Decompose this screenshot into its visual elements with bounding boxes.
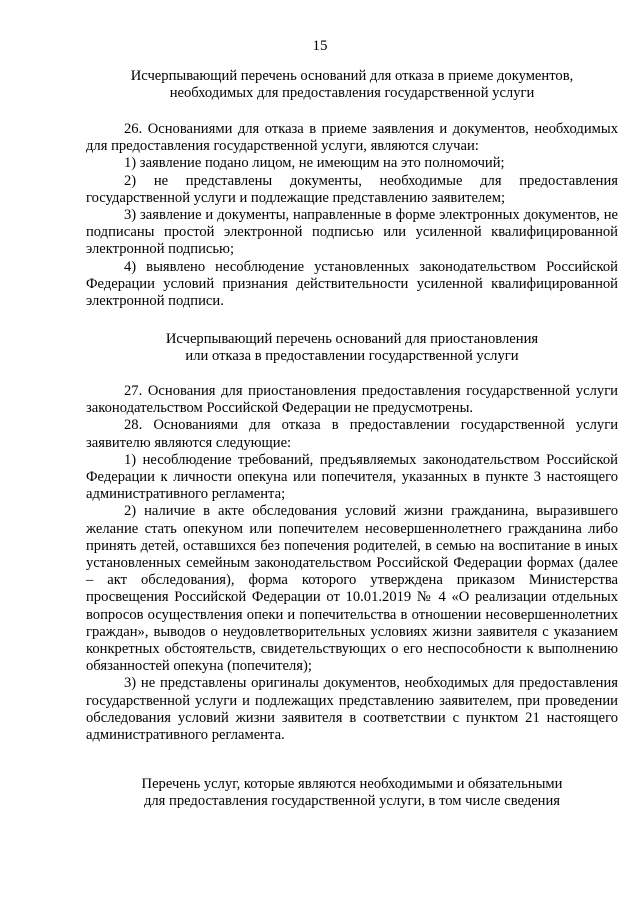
section-26-block (86, 121, 618, 310)
heading-line: для предоставления государственной услуги, в том числе сведения (143, 793, 561, 810)
section-heading-refusal-service (86, 331, 618, 365)
list-item-28-2: 2) наличие в акте обследования условий жизни гражданина, выразившего желание стать опекуном или попечителем несовершеннолетнего гражданина либо принять детей, оставшихся без попечения родителей, в семью на воспитание в иных установленных семейным законодательством Российской Федерации формах (далее – акт обследования), форма которого утверждена приказом Министерства просвещения Российской Федерации от 10.01.2019 № 4 «О реализации отдельных вопросов осуществления опеки и попечительства в отношении несовершеннолетних граждан», выводов о неудовлетворительных условиях жизни заявителя с указанием конкретных обстоятельств, свидетельствующих о его неспособности к выполнению обязанностей опекуна (попечителя); (86, 503, 618, 675)
heading-line: Перечень услуг, которые являются необходимыми и обязательными (141, 776, 563, 792)
page-number: 15 (312, 38, 328, 54)
heading-line: или отказа в предоставлении государственной услуги (185, 348, 519, 365)
section-heading-refusal-documents (86, 68, 618, 102)
list-item-28-1: 1) несоблюдение требований, предъявляемых законодательством Российской Федерации к личности опекуна или попечителя, указанных в пункте 3 настоящего административного регламента; (86, 451, 618, 503)
heading-line: необходимых для предоставления государственной услуги (169, 85, 535, 102)
list-item-26-3: 3) заявление и документы, направленные в форме электронных документов, не подписаны простой электронной подписью или усиленной квалифицированной электронной подписью; (86, 207, 618, 258)
section-heading-required-services (86, 776, 618, 810)
section-27-28-block (86, 383, 618, 744)
paragraph-28: 28. Основаниями для отказа в предоставлении государственной услуги заявителю являются следующие: (86, 417, 618, 451)
heading-line: Исчерпывающий перечень оснований для приостановления (165, 331, 539, 347)
list-item-26-1: 1) заявление подано лицом, не имеющим на это полномочий; (124, 155, 505, 172)
paragraph-26: 26. Основаниями для отказа в приеме заявления и документов, необходимых для предоставления государственной услуги, являются случаи: (86, 121, 618, 155)
heading-line: Исчерпывающий перечень оснований для отказа в приеме документов, (130, 68, 574, 84)
list-item-26-4: 4) выявлено несоблюдение установленных законодательством Российской Федерации условий признания действительности усиленной квалифицированной электронной подписи. (86, 258, 618, 310)
paragraph-27: 27. Основания для приостановления предоставления государственной услуги законодательством Российской Федерации не предусмотрены. (86, 383, 618, 417)
list-item-26-2: 2) не представлены документы, необходимые для предоставления государственной услуги и подлежащие представлению заявителем; (86, 172, 618, 206)
list-item-28-3: 3) не представлены оригиналы документов, необходимых для предоставления государственной услуги и подлежащих представлению заявителем, при проведении обследования условий жизни заявителя в соответствии с пунктом 21 настоящего административного регламента. (86, 675, 618, 744)
